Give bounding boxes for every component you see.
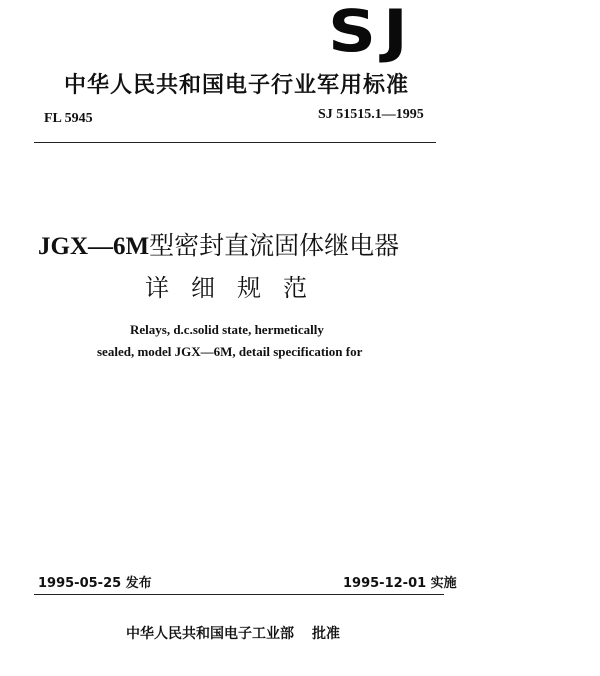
document-title-line2: 详细规范 [145, 274, 329, 302]
approval-action: 批准 [312, 626, 340, 642]
standard-category-title: 中华人民共和国电子行业军用标准 [64, 73, 410, 98]
issue-date: 1995-05-25 发布 [38, 576, 152, 591]
sj-logo: SJ [328, 0, 415, 65]
approving-authority: 中华人民共和国电子工业部 [126, 626, 294, 642]
model-code: JGX—6M [38, 233, 150, 260]
document-title-line1 [38, 226, 399, 262]
english-title-line1: Relays, d.c.solid state, hermetically [130, 322, 324, 337]
english-title-line2: sealed, model JGX—6M, detail specification for [97, 344, 363, 359]
header-divider [34, 142, 436, 143]
approval-line [126, 623, 340, 643]
standard-number: SJ 51515.1—1995 [318, 107, 424, 122]
footer-divider [34, 594, 444, 595]
implementation-date: 1995-12-01 实施 [343, 576, 457, 591]
fl-classification-number: FL 5945 [44, 111, 93, 126]
title-cjk: 型密封直流固体继电器 [149, 231, 400, 260]
